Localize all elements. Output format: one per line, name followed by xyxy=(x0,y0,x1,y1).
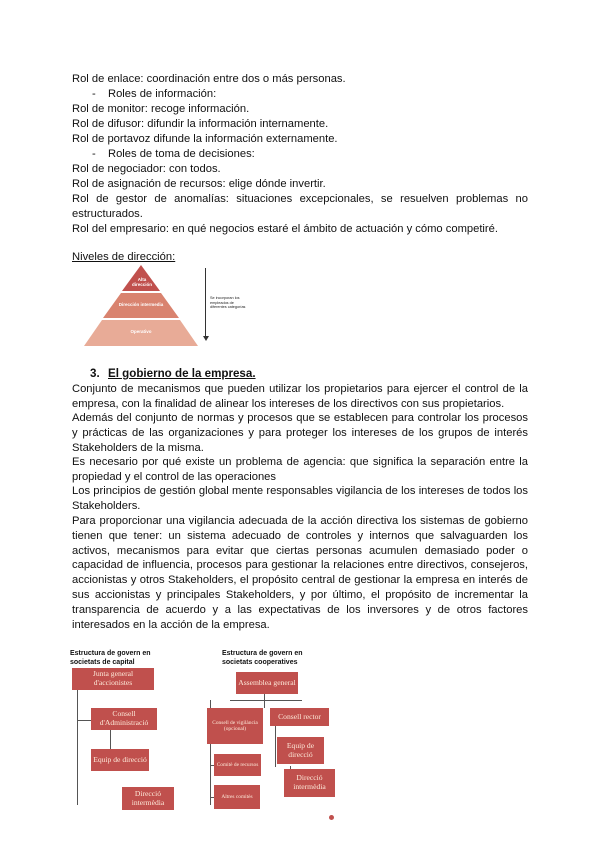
connector xyxy=(264,694,265,708)
connector xyxy=(77,720,91,721)
section-title: El gobierno de la empresa. xyxy=(108,367,256,380)
org-box-altres-comites: Altres comitès xyxy=(214,785,260,809)
org-box-equip-direccio-coop: Equip de direcció xyxy=(277,737,324,764)
roles-decisiones-header xyxy=(92,147,255,162)
rol-monitor: Rol de monitor: recoge información. xyxy=(72,103,250,115)
org-box-junta: Junta general d'accionistes xyxy=(72,668,154,690)
org-capital-spine xyxy=(77,690,78,805)
roles-decisiones-label: Roles de toma de decisiones: xyxy=(108,148,255,160)
bullet-dash: - xyxy=(92,148,96,160)
connector xyxy=(275,722,276,767)
org-box-consell-vigilancia: Consell de vigilància (opcional) xyxy=(207,708,263,744)
rol-enlace: Rol de enlace: coordinación entre dos o más personas. xyxy=(72,73,346,85)
org-capital-title: Estructura de govern en societats de capital xyxy=(70,650,151,666)
org-box-consell-admin: Consell d'Administració xyxy=(91,708,157,730)
section-number: 3. xyxy=(90,367,100,380)
section-heading xyxy=(90,366,256,381)
rol-anomalias: Rol de gestor de anomalías: situaciones excepcionales, se resuelven problemas no estructurados. xyxy=(72,193,528,220)
roles-informacion-header xyxy=(92,87,216,102)
paragraph-1: Conjunto de mecanismos que pueden utilizar los propietarios para ejercer el control de la empresa, con la finalidad de alinear los intereses de los directivos con sus propietarios. xyxy=(72,383,528,410)
rol-recursos: Rol de asignación de recursos: elige dónde invertir. xyxy=(72,178,326,190)
rol-portavoz: Rol de portavoz difunde la información externamente. xyxy=(72,133,338,145)
org-box-comite-recursos: Comitè de recursos xyxy=(214,754,261,776)
bullet-dash: - xyxy=(92,88,96,100)
paragraph-4: Los principios de gestión global mente responsables vigilancia de los intereses de todos los Stakeholders. xyxy=(72,485,528,512)
decorative-dot xyxy=(329,815,334,820)
niveles-title: Niveles de dirección: xyxy=(72,251,176,263)
roles-informacion-label: Roles de información: xyxy=(108,88,217,100)
arrow-line xyxy=(205,268,206,338)
paragraph-2: Además del conjunto de normas y procesos que se establecen para controlar los procesos y prácticas de las organizaciones y para proteger los intereses de los grupos de interés Stakeholders de la misma. xyxy=(72,412,528,454)
paragraph-5: Para proporcionar una vigilancia adecuada de la acción directiva los sistemas de gobierno tienen que tener: un sistema adecuado de controles y internos que salvaguarden los activos, mecanismos para evitar que ciertas personas acumulen demasiado poder o capacidad de influencia, procesos para gestionar la relaciones entre directivos, consejeros, accionistas y otros Stakeholders, el propósito central de gestionar la empresa en interés de sus accionistas y principales Stakeholders, y por último, el propósito de incrementar la transparencia de acuerdo y a las expectativas de los inversores y de otros factores interesados en la acción de la empresa. xyxy=(72,515,528,631)
connector xyxy=(230,700,302,701)
pyramid-middle-label: Dirección intermedia xyxy=(118,302,164,307)
org-box-direccio-intermedia: Direcció intermèdia xyxy=(122,787,174,810)
paragraph-3: Es necesario por qué existe un problema de agencia: que significa la separación entre la propiedad y el control de las operaciones xyxy=(72,456,528,483)
arrow-down-icon xyxy=(203,336,209,341)
org-box-consell-rector: Consell rector xyxy=(270,708,329,726)
rol-difusor: Rol de difusor: difundir la información internamente. xyxy=(72,118,329,130)
org-coop-title: Estructura de govern en societats cooperatives xyxy=(222,650,303,666)
org-box-direccio-intermedia-coop: Direcció intermèdia xyxy=(284,769,335,797)
pyramid-side-note: Se incorporan los empleados de diferentes categorías xyxy=(210,296,246,309)
pyramid-bottom-label: Operativo xyxy=(130,329,152,334)
org-box-assemblea: Assemblea general xyxy=(236,672,298,694)
rol-empresario: Rol del empresario: en qué negocios estaré el ámbito de actuación y cómo competiré. xyxy=(72,223,498,235)
pyramid-top-label: Alta dirección xyxy=(131,277,152,287)
rol-negociador: Rol de negociador: con todos. xyxy=(72,163,221,175)
org-box-equip-direccio: Equip de direcció xyxy=(91,749,149,771)
